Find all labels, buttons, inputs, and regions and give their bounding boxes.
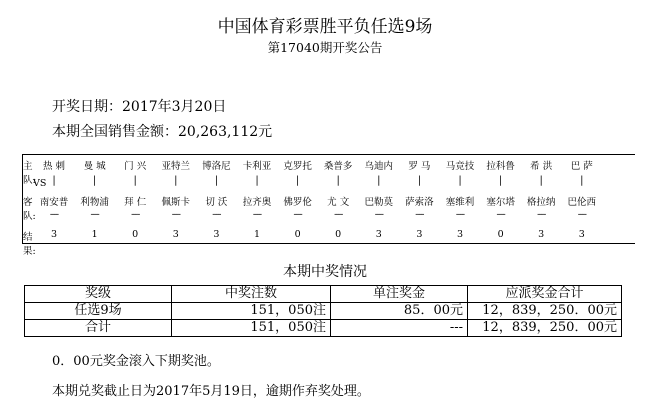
draw-date: 开奖日期：2017年3月20日 <box>52 99 227 115</box>
divider: ---- <box>212 210 221 220</box>
prize-level: 合计 <box>25 320 172 337</box>
divider: ---- <box>131 210 140 220</box>
vs-mark: | <box>295 175 300 186</box>
away-team: 格拉纳 <box>526 197 556 208</box>
sales-amount: 本期全国销售金额：20,263,112元 <box>52 124 273 140</box>
home-team: 热 刺 <box>42 161 66 172</box>
vs-mark: | <box>214 175 219 186</box>
result-row-label: 结果: <box>23 232 36 257</box>
divider: ---- <box>415 210 424 220</box>
home-team: 希 洪 <box>530 161 553 172</box>
vs-mark: | <box>174 175 178 186</box>
divider: ---- <box>252 210 262 220</box>
prize-per: 85．00元 <box>331 303 468 320</box>
col-count-header: 中奖注数 <box>172 286 331 303</box>
match-result: 3 <box>578 229 585 240</box>
away-team: 佛罗伦 <box>283 197 312 208</box>
divider: ---- <box>171 210 180 220</box>
match-result: 1 <box>253 229 261 240</box>
divider: ---- <box>577 210 586 220</box>
home-team: 亚特兰 <box>161 161 191 172</box>
match-result: 0 <box>335 229 342 240</box>
prize-header-row <box>25 286 622 303</box>
vs-mark: | <box>580 175 584 186</box>
home-team: 克罗托 <box>283 161 312 172</box>
prize-table <box>24 285 622 337</box>
home-team: 博洛尼 <box>202 161 231 172</box>
away-team: 南安普 <box>39 197 69 208</box>
deadline-note: 本期兑奖截止日为2017年5月19日，逾期作弃奖处理。 <box>52 384 370 399</box>
home-team: 曼 城 <box>83 161 106 172</box>
prize-total: 12，839，250．00元 <box>468 303 622 320</box>
vs-mark: | <box>52 175 56 186</box>
away-team: 拜 仁 <box>124 197 147 208</box>
match-result: 3 <box>456 229 464 240</box>
divider: ---- <box>334 210 343 220</box>
divider: ---- <box>374 210 383 220</box>
match-result: 0 <box>497 229 504 240</box>
away-team: 利物浦 <box>80 197 109 208</box>
prize-count: 151，050注 <box>172 320 331 337</box>
home-team: 罗 马 <box>408 161 431 172</box>
issue-subtitle: 第17040期开奖公告 <box>267 40 383 55</box>
away-team: 萨索洛 <box>405 197 434 208</box>
home-team: 门 兴 <box>124 161 147 172</box>
match-result: 3 <box>213 229 220 240</box>
match-result: 3 <box>538 229 545 240</box>
away-team: 巴伦西 <box>567 197 597 208</box>
match-result: 3 <box>172 229 179 240</box>
divider: ---- <box>537 210 546 220</box>
vs-mark: | <box>336 175 340 186</box>
home-row-label: 主队: <box>23 161 36 186</box>
away-team: 尤 文 <box>327 197 350 208</box>
table-row <box>25 303 622 320</box>
away-team: 塞维利 <box>445 197 475 208</box>
col-level-header: 奖级 <box>25 286 172 303</box>
match-result: 0 <box>132 229 139 240</box>
vs-mark: | <box>377 175 381 186</box>
match-result: 3 <box>375 229 382 240</box>
away-team: 切 沃 <box>205 197 228 208</box>
vs-mark: | <box>92 175 97 186</box>
home-team: 桑普多 <box>323 161 353 172</box>
vs-mark: | <box>539 175 543 186</box>
away-team: 拉齐奥 <box>242 197 272 208</box>
home-team: 拉科鲁 <box>486 161 515 172</box>
divider: ---- <box>49 210 59 220</box>
col-per-header: 单注奖金 <box>331 286 468 303</box>
divider: ---- <box>496 210 505 220</box>
away-team: 巴勒莫 <box>364 197 394 208</box>
match-table <box>22 154 635 257</box>
home-team: 马竞技 <box>445 161 475 172</box>
prize-heading: 本期中奖情况 <box>283 264 367 280</box>
page-title: 中国体育彩票胜平负任选9场 <box>217 17 433 37</box>
vs-mark: | <box>498 175 503 186</box>
prize-count: 151，050注 <box>172 303 331 320</box>
table-row <box>25 320 622 337</box>
vs-mark: | <box>133 175 137 186</box>
home-team: 卡利亚 <box>242 161 272 172</box>
vs-mark: | <box>458 175 462 186</box>
match-result: 0 <box>294 229 301 240</box>
home-team: 巴 萨 <box>570 161 593 172</box>
prize-level: 任选9场 <box>25 303 172 320</box>
divider: ---- <box>293 210 302 220</box>
home-team: 乌迪内 <box>364 161 394 172</box>
match-result: 3 <box>50 229 58 240</box>
match-result: 3 <box>416 229 423 240</box>
divider: ---- <box>455 210 465 220</box>
match-result: 1 <box>91 229 98 240</box>
vs-mark: | <box>417 175 422 186</box>
divider: ---- <box>90 210 99 220</box>
vs-mark: | <box>255 175 259 186</box>
away-team: 佩斯卡 <box>161 197 191 208</box>
rollover-note: 0．00元奖金滚入下期奖池。 <box>52 354 220 369</box>
away-team: 塞尔塔 <box>486 197 515 208</box>
vs-row-label: VS <box>33 178 47 189</box>
prize-total: 12，839，250．00元 <box>468 320 622 337</box>
away-row-label: 客队: <box>23 197 36 222</box>
col-total-header: 应派奖金合计 <box>468 286 622 303</box>
prize-per: --- <box>331 320 468 337</box>
